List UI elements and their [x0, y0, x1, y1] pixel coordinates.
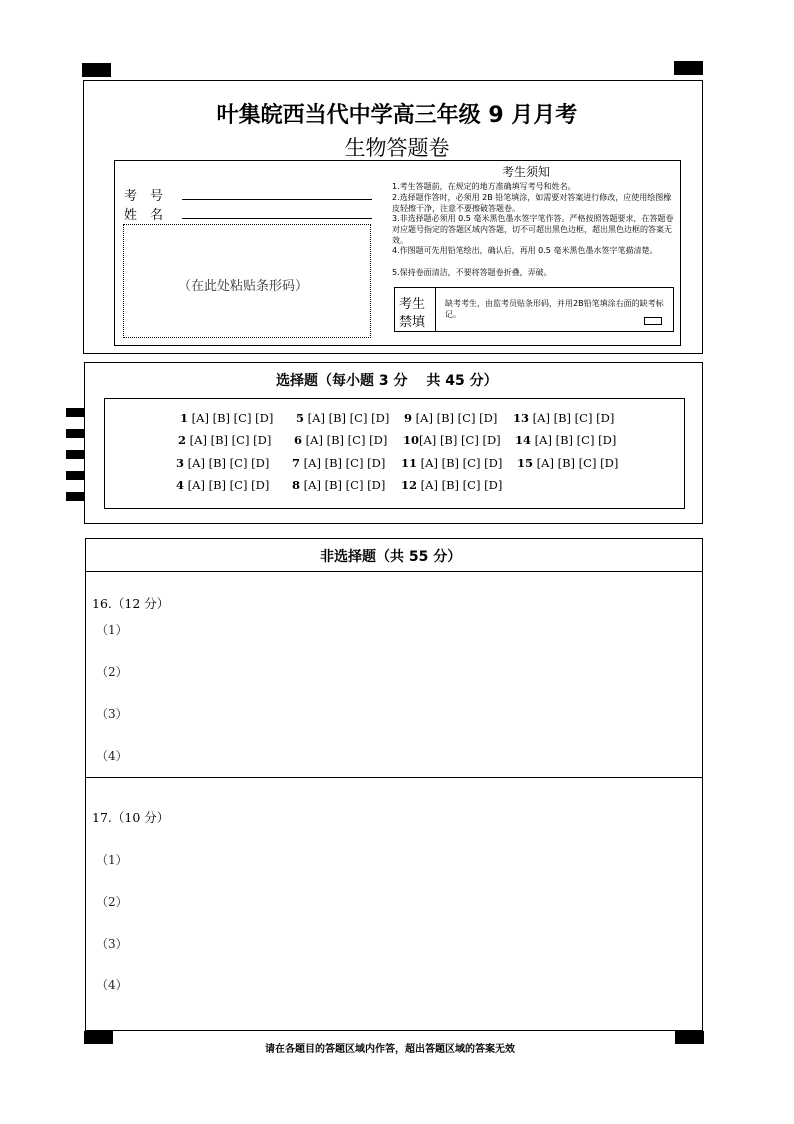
choice-options: [A] [B] [C] [D] — [415, 411, 498, 425]
timing-mark-4 — [66, 471, 84, 480]
notice-item-2: 2.选择题作答时，必须用 2B 铅笔填涂，如需要对答案进行修改，应使用绘图橡皮轻擦干净，注意不要擦破答题卷。 — [392, 193, 672, 213]
question-number: 11 — [401, 456, 418, 470]
question-16-part-4[interactable]: （4） — [96, 749, 128, 763]
choice-item-8[interactable] — [292, 478, 385, 492]
forbidden-label-1: 考生 — [399, 297, 426, 312]
choice-item-13[interactable] — [513, 411, 614, 425]
question-16-label: 16.（12 分） — [92, 596, 170, 611]
student-name-label: 姓 名 — [124, 208, 164, 223]
choice-section-title: 选择题（每小题 3 分 共 45 分） — [276, 373, 498, 389]
choice-item-2[interactable] — [178, 433, 271, 447]
choice-item-12[interactable] — [401, 478, 502, 492]
choice-item-6[interactable] — [294, 433, 387, 447]
choice-item-15[interactable] — [517, 456, 618, 470]
absence-mark-box[interactable] — [644, 317, 662, 325]
question-number: 14 — [515, 433, 532, 447]
choice-options: [A] [B] [C] [D] — [420, 478, 503, 492]
question-number: 1 — [180, 411, 189, 425]
nonchoice-title-divider — [85, 571, 703, 572]
notice-title: 考生须知 — [502, 165, 551, 179]
question-17-part-4[interactable]: （4） — [96, 978, 128, 992]
question-17-part-1[interactable]: （1） — [96, 853, 128, 867]
question-17-part-3[interactable]: （3） — [96, 937, 128, 951]
barcode-placeholder: （在此处粘贴条形码） — [178, 279, 309, 294]
question-number: 2 — [178, 433, 187, 447]
timing-mark-3 — [66, 450, 84, 459]
choice-options: [A] [B] [C] [D] — [307, 411, 390, 425]
timing-mark-2 — [66, 429, 84, 438]
choice-options: [A] [B] [C] [D] — [534, 433, 617, 447]
question-number: 13 — [513, 411, 530, 425]
timing-mark-5 — [66, 492, 84, 501]
choice-item-4[interactable] — [176, 478, 269, 492]
question-number: 3 — [176, 456, 185, 470]
forbidden-text: 缺考考生，由监考员贴条形码，并用2B铅笔填涂右面的缺考标记。 — [445, 299, 664, 319]
question-17-label: 17.（10 分） — [92, 810, 170, 825]
question-number: 12 — [401, 478, 418, 492]
choice-item-9[interactable] — [404, 411, 497, 425]
choice-item-1[interactable] — [180, 411, 273, 425]
choice-item-7[interactable] — [292, 456, 385, 470]
question-number: 9 — [404, 411, 413, 425]
choice-options: [A] [B] [C] [D] — [305, 433, 388, 447]
question-number: 15 — [517, 456, 534, 470]
question-number: 5 — [296, 411, 305, 425]
question-16-part-2[interactable]: （2） — [96, 665, 128, 679]
choice-item-14[interactable] — [515, 433, 616, 447]
question-number: 8 — [292, 478, 301, 492]
notice-item-3: 3.非选择题必须用 0.5 毫米黑色墨水签字笔作答。严格按照答题要求，在答题卷对应题号指定的答题区域内答题，切不可超出黑色边框，超出黑色边框的答案无效。 — [392, 214, 674, 245]
registration-mark-top-left — [82, 63, 111, 77]
timing-mark-1 — [66, 408, 84, 417]
choice-options: [A] [B] [C] [D] — [419, 433, 501, 447]
choice-options: [A] [B] [C] [D] — [532, 411, 615, 425]
notice-item-1: 1.考生答题前，在规定的地方准确填写考号和姓名。 — [392, 182, 576, 191]
exam-title: 叶集皖西当代中学高三年级 9 月月考 — [216, 103, 578, 128]
choice-options: [A] [B] [C] [D] — [303, 456, 386, 470]
question-number: 7 — [292, 456, 301, 470]
choice-item-5[interactable] — [296, 411, 389, 425]
forbidden-label-2: 禁填 — [399, 315, 426, 330]
registration-mark-bottom-left — [84, 1031, 113, 1044]
choice-options: [A] [B] [C] [D] — [189, 433, 272, 447]
exam-id-label: 考 号 — [124, 189, 164, 204]
choice-item-10[interactable] — [403, 433, 501, 447]
exam-id-field[interactable] — [182, 199, 372, 200]
registration-mark-top-right — [674, 61, 703, 75]
choice-options: [A] [B] [C] [D] — [187, 456, 270, 470]
question-number: 6 — [294, 433, 303, 447]
question-16-part-3[interactable]: （3） — [96, 707, 128, 721]
question-16-part-1[interactable]: （1） — [96, 623, 128, 637]
question-divider — [85, 777, 703, 778]
choice-item-3[interactable] — [176, 456, 269, 470]
question-number: 4 — [176, 478, 185, 492]
choice-item-11[interactable] — [401, 456, 502, 470]
forbidden-divider — [435, 287, 436, 332]
notice-item-5: 5.保持卷面清洁，不要将答题卷折叠，弄破。 — [392, 268, 552, 277]
choice-options: [A] [B] [C] [D] — [187, 478, 270, 492]
nonchoice-section — [85, 538, 703, 1031]
footer-notice: 请在各题目的答题区域内作答，超出答题区域的答案无效 — [265, 1044, 515, 1055]
choice-options: [A] [B] [C] [D] — [191, 411, 274, 425]
notice-item-4: 4.作图题可先用铅笔绘出，确认后，再用 0.5 毫米黑色墨水签字笔描清楚。 — [392, 246, 658, 255]
choice-options: [A] [B] [C] [D] — [420, 456, 503, 470]
choice-options: [A] [B] [C] [D] — [303, 478, 386, 492]
student-name-field[interactable] — [182, 218, 372, 219]
question-17-part-2[interactable]: （2） — [96, 895, 128, 909]
registration-mark-bottom-right — [675, 1031, 704, 1044]
exam-subtitle: 生物答题卷 — [344, 136, 450, 160]
question-number: 10 — [403, 433, 420, 447]
nonchoice-section-title: 非选择题（共 55 分） — [320, 549, 462, 565]
choice-options: [A] [B] [C] [D] — [536, 456, 619, 470]
